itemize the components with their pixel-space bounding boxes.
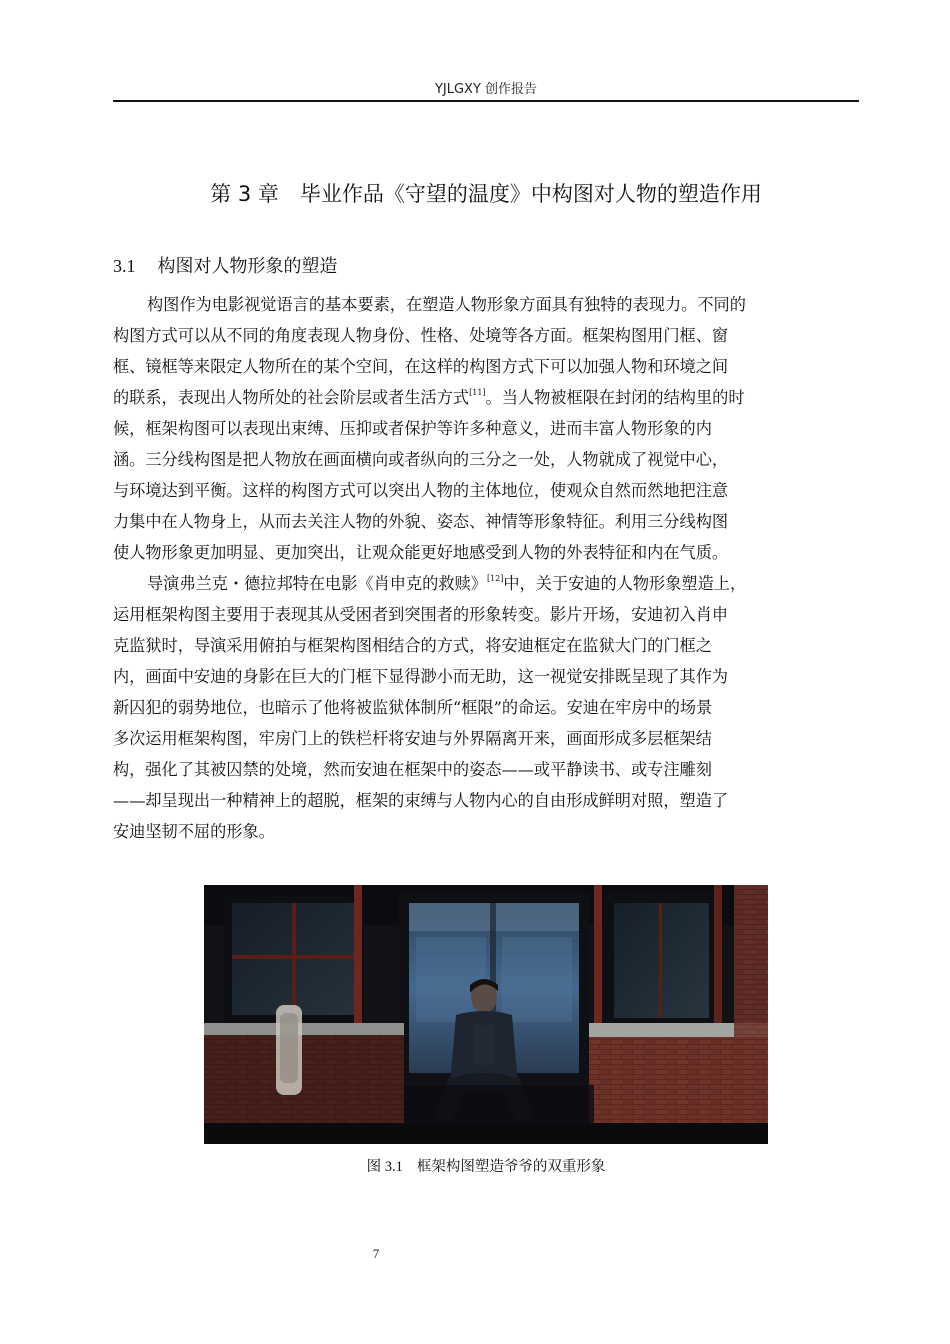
citation-marker: [12]	[486, 574, 504, 583]
text-line: 构图作为电影视觉语言的基本要素，在塑造人物形象方面具有独特的表现力。不同的	[147, 295, 746, 314]
text-line: 使人物形象更加明显、更加突出，让观众能更好地感受到人物的外表特征和内在气质。	[113, 543, 729, 562]
figure-caption-text: 框架构图塑造爷爷的双重形象	[416, 1159, 606, 1175]
text-line: 力集中在人物身上，从而去关注人物的外貌、姿态、神情等形象特征。利用三分线构图	[113, 512, 729, 531]
paragraph-1	[113, 289, 859, 568]
text-line: 克监狱时，导演采用俯拍与框架构图相结合的方式，将安迪框定在监狱大门的门框之	[113, 636, 712, 655]
section-heading	[113, 252, 338, 278]
text-line: 框、镜框等来限定人物所在的某个空间，在这样的构图方式下可以加强人物和环境之间	[113, 357, 729, 376]
film-still-image	[204, 885, 768, 1144]
film-still-figure	[204, 885, 768, 1144]
text-line	[113, 568, 859, 599]
header-rule	[113, 100, 859, 102]
text-line: 新囚犯的弱势地位，也暗示了他将被监狱体制所“框限”的命运。安迪在牢房中的场景	[113, 698, 713, 717]
section-number: 3.1	[113, 256, 136, 276]
page-number: 7	[372, 1246, 380, 1261]
text-line: ——却呈现出一种精神上的超脱，框架的束缚与人物内心的自由形成鲜明对照，塑造了	[113, 791, 729, 810]
text-line: 与环境达到平衡。这样的构图方式可以突出人物的主体地位，使观众自然而然地把注意	[113, 481, 729, 500]
text-line: 构，强化了其被囚禁的处境，然而安迪在框架中的姿态——或平静读书、或专注雕刻	[113, 760, 712, 779]
paragraph-2	[113, 568, 859, 847]
figure-number: 图 3.1	[366, 1159, 403, 1175]
text-line: 多次运用框架构图，牢房门上的铁栏杆将安迪与外界隔离开来，画面形成多层框架结	[113, 729, 712, 748]
text-line: 候，框架构图可以表现出束缚、压抑或者保护等许多种意义，进而丰富人物形象的内	[113, 419, 712, 438]
text-segment: 导演弗兰克・德拉邦特在电影《肖申克的救赎》[12]中，关于安迪的人物形象塑造上，	[147, 574, 747, 593]
text-line: 内，画面中安迪的身影在巨大的门框下显得渺小而无助，这一视觉安排既呈现了其作为	[113, 667, 729, 686]
running-header: YJLGXY 创作报告	[434, 82, 538, 97]
text-line	[113, 382, 859, 413]
text-line: 构图方式可以从不同的角度表现人物身份、性格、处境等各方面。框架构图用门框、窗	[113, 326, 729, 345]
text-segment: 的联系，表现出人物所处的社会阶层或者生活方式[11]。当人物被框限在封闭的结构里的时	[113, 388, 745, 407]
figure-caption	[113, 1155, 859, 1176]
section-title: 构图对人物形象的塑造	[157, 256, 338, 277]
text-line: 涵。三分线构图是把人物放在画面横向或者纵向的三分之一处，人物就成了视觉中心，	[113, 450, 729, 469]
text-line: 安迪坚韧不屈的形象。	[113, 822, 275, 841]
citation-marker: [11]	[469, 388, 486, 397]
text-line: 运用框架构图主要用于表现其从受困者到突围者的形象转变。影片开场，安迪初入肖申	[113, 605, 729, 624]
chapter-title: 第 3 章 毕业作品《守望的温度》中构图对人物的塑造作用	[210, 182, 762, 206]
